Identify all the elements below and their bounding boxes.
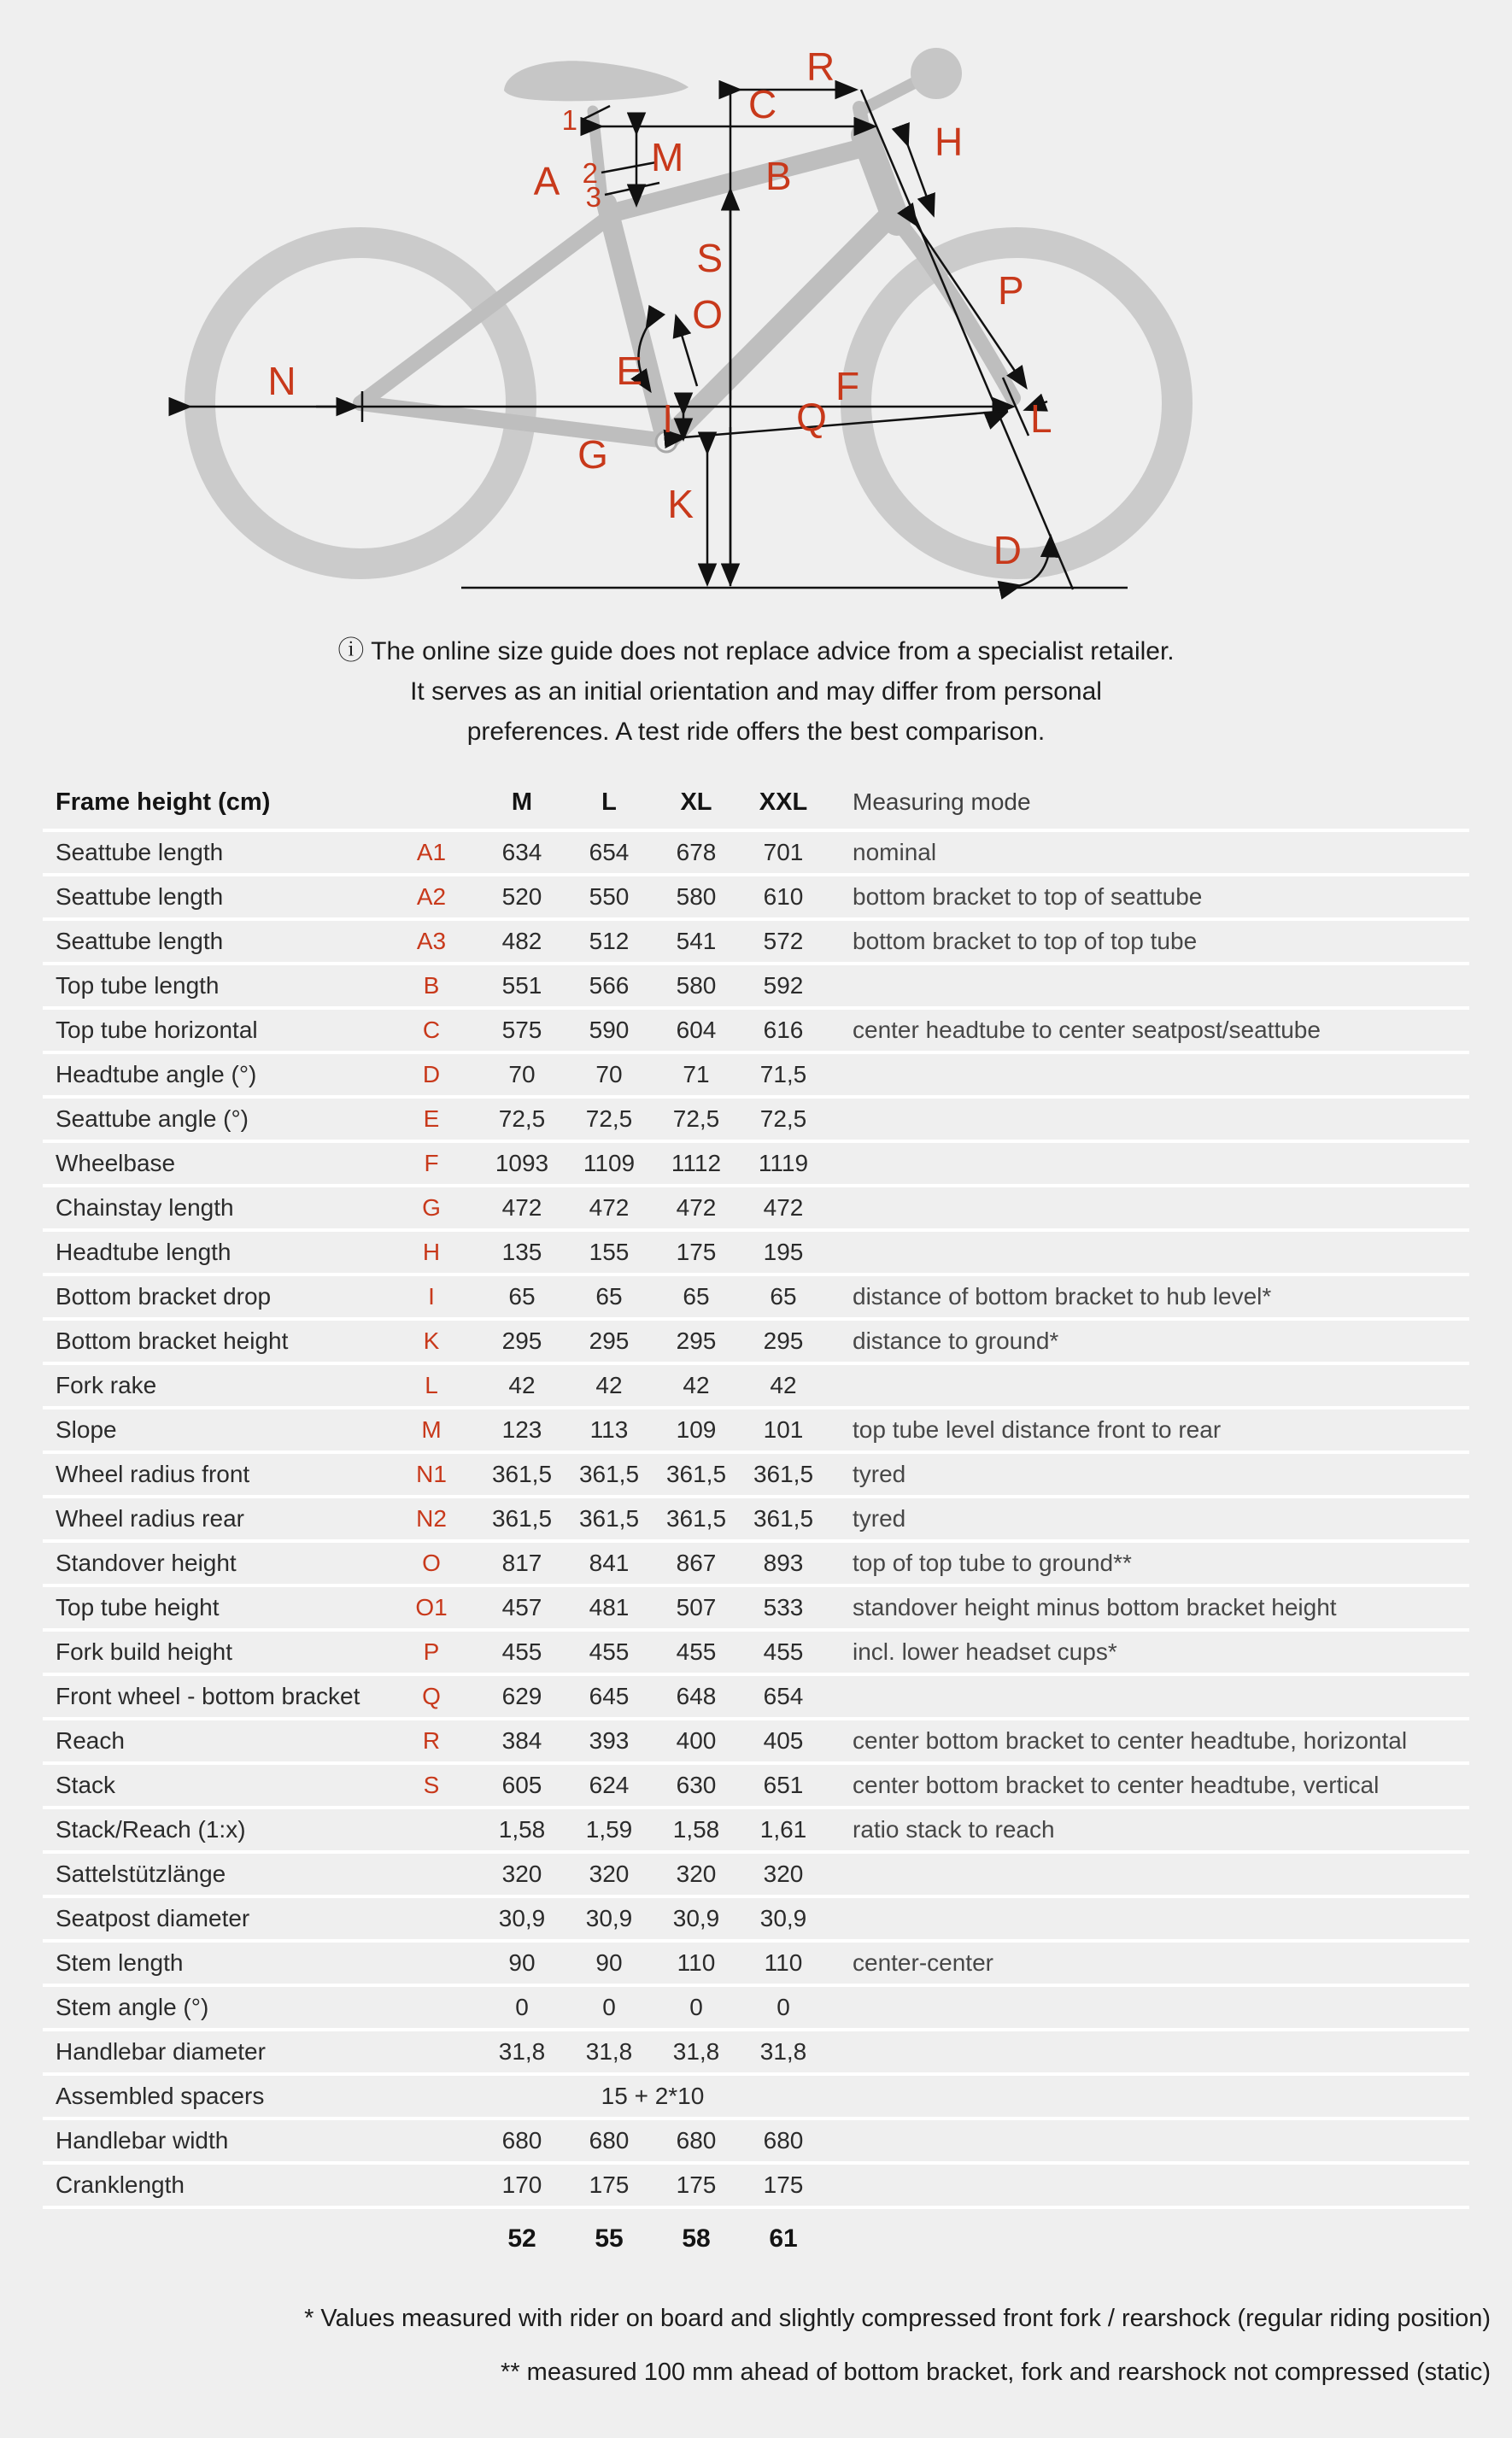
row-letter: A2 <box>416 883 447 910</box>
row-measuring-mode: top of top tube to ground** <box>853 1550 1132 1576</box>
row-label: Seatpost diameter <box>56 1905 250 1931</box>
table-row <box>43 1184 1469 1228</box>
row-value-xl: 109 <box>676 1416 717 1443</box>
row-value-xxl: 295 <box>763 1327 804 1354</box>
row-value-l: 42 <box>595 1372 623 1398</box>
row-value-xxl: 701 <box>763 839 804 865</box>
label-3: 3 <box>585 181 601 213</box>
table-row <box>43 917 1469 962</box>
row-value-m: 361,5 <box>491 1505 553 1532</box>
row-value-l: 72,5 <box>585 1105 633 1132</box>
notice-text: The online size guide does not replace advice from a specialist retailer. It serves as an initial orientation and may differ from personal preferences. A test ride offers the best comparison. <box>371 637 1175 746</box>
table-row <box>43 1984 1469 2028</box>
header-size-xxl: XXL <box>759 788 808 816</box>
row-value-l: 155 <box>589 1239 630 1265</box>
row-letter: M <box>421 1416 442 1443</box>
row-value-xxl: 680 <box>763 2127 804 2154</box>
row-label: Seattube length <box>56 839 224 865</box>
footnotes <box>0 2305 1491 2387</box>
label-M: M <box>651 135 684 179</box>
row-label: Reach <box>56 1727 125 1754</box>
table-row <box>43 1495 1469 1539</box>
table-row <box>43 1406 1469 1450</box>
row-value-xl: 1112 <box>671 1150 722 1176</box>
table-row <box>43 873 1469 917</box>
row-letter: H <box>422 1239 441 1265</box>
row-value-m: 1,58 <box>498 1816 546 1843</box>
row-value-l: 645 <box>589 1683 630 1709</box>
row-value-xl: 648 <box>676 1683 717 1709</box>
row-value-m: 551 <box>501 972 542 999</box>
diagram-labels <box>267 44 1052 572</box>
label-P: P <box>998 268 1024 313</box>
row-measuring-mode: incl. lower headset cups* <box>853 1638 1117 1665</box>
row-value-xxl: 71,5 <box>759 1061 807 1087</box>
row-label: Headtube angle (°) <box>56 1061 257 1087</box>
row-value-m: 0 <box>515 1994 529 2020</box>
table-row <box>43 1717 1469 1761</box>
row-value-l: 320 <box>589 1861 630 1887</box>
row-label: Handlebar width <box>56 2127 229 2154</box>
row-letter: K <box>423 1327 440 1354</box>
bike-geometry-diagram <box>0 0 1512 624</box>
row-value-xl: 175 <box>676 1239 717 1265</box>
row-value-l: 654 <box>589 839 630 865</box>
row-letter: B <box>423 972 440 999</box>
footnote-1: * Values measured with rider on board and slightly compressed front fork / rearshock (regular riding position) <box>304 2305 1491 2332</box>
row-label: Front wheel - bottom bracket <box>56 1683 360 1709</box>
label-E: E <box>616 349 642 393</box>
row-value-xxl: 101 <box>763 1416 804 1443</box>
row-value-m: 384 <box>501 1727 542 1754</box>
row-value-xxl: 893 <box>763 1550 804 1576</box>
header-size-xl: XL <box>680 788 712 816</box>
row-measuring-mode: center-center <box>853 1949 993 1976</box>
row-letter: E <box>423 1105 440 1132</box>
label-H: H <box>935 120 964 164</box>
row-value-xl: 507 <box>676 1594 717 1620</box>
row-value-xl: 0 <box>689 1994 703 2020</box>
row-label: Cranklength <box>56 2171 185 2198</box>
footer-size-m: 52 <box>507 2224 536 2253</box>
row-value-xl: 580 <box>676 972 717 999</box>
row-value-l: 841 <box>589 1550 630 1576</box>
label-L: L <box>1030 396 1052 441</box>
table-row <box>43 2072 1469 2117</box>
row-value-xl: 678 <box>676 839 717 865</box>
row-value-m: 634 <box>501 839 542 865</box>
row-value-xl: 175 <box>676 2171 717 2198</box>
row-label: Seattube angle (°) <box>56 1105 249 1132</box>
row-value-l: 1109 <box>583 1150 636 1176</box>
row-value-xl: 400 <box>676 1727 717 1754</box>
row-label: Standover height <box>56 1550 237 1576</box>
table-footer-row <box>43 2206 1469 2269</box>
table-row <box>43 1628 1469 1673</box>
row-value-xxl: 472 <box>763 1194 804 1221</box>
row-value-xl: 31,8 <box>672 2038 720 2065</box>
label-A: A <box>533 159 560 203</box>
row-label: Fork rake <box>56 1372 157 1398</box>
table-row <box>43 1051 1469 1095</box>
row-value-xxl: 30,9 <box>759 1905 807 1931</box>
row-value-l: 30,9 <box>585 1905 633 1931</box>
size-table-body <box>43 829 1469 2206</box>
row-value-xxl: 1119 <box>758 1150 809 1176</box>
row-value-m: 123 <box>501 1416 542 1443</box>
label-O: O <box>692 292 723 337</box>
row-value-xl: 1,58 <box>672 1816 720 1843</box>
row-letter: F <box>424 1150 439 1176</box>
table-row <box>43 962 1469 1006</box>
row-value-m: 320 <box>501 1861 542 1887</box>
row-value-m: 472 <box>501 1194 542 1221</box>
info-icon: ⓘ <box>337 636 365 665</box>
head-tube <box>864 135 897 222</box>
row-letter: O <box>422 1550 441 1576</box>
label-Q: Q <box>796 395 827 439</box>
row-value-m: 457 <box>501 1594 542 1620</box>
row-value-l: 472 <box>589 1194 630 1221</box>
row-letter: O1 <box>415 1594 448 1620</box>
row-value-xl: 472 <box>676 1194 717 1221</box>
row-measuring-mode: distance to ground* <box>853 1327 1059 1354</box>
row-label: Headtube length <box>56 1239 231 1265</box>
row-value-m: 90 <box>508 1949 536 1976</box>
row-value-m: 817 <box>501 1550 542 1576</box>
label-C: C <box>748 82 777 126</box>
table-row <box>43 1673 1469 1717</box>
row-value-m: 30,9 <box>498 1905 546 1931</box>
table-header-row <box>43 776 1469 829</box>
handlebar-grip <box>911 48 962 99</box>
row-value-xxl: 361,5 <box>753 1461 814 1487</box>
row-value-xxl: 651 <box>763 1772 804 1798</box>
row-value-m: 135 <box>501 1239 542 1265</box>
row-letter: P <box>423 1638 440 1665</box>
row-value-xl: 580 <box>676 883 717 910</box>
label-1: 1 <box>561 104 577 136</box>
row-value-xl: 604 <box>676 1017 717 1043</box>
table-row <box>43 1850 1469 1895</box>
row-value-l: 550 <box>589 883 630 910</box>
header-measuring-mode: Measuring mode <box>853 788 1031 815</box>
label-D: D <box>993 528 1022 572</box>
row-measuring-mode: distance of bottom bracket to hub level* <box>853 1283 1272 1310</box>
row-value-xxl: 361,5 <box>753 1505 814 1532</box>
row-value-m: 65 <box>508 1283 536 1310</box>
table-row <box>43 2161 1469 2206</box>
geometry-table <box>43 776 1469 2269</box>
row-label: Fork build height <box>56 1638 233 1665</box>
bike-geometry-svg <box>0 0 1512 624</box>
row-measuring-mode: center bottom bracket to center headtube, horizontal <box>853 1727 1408 1754</box>
row-value-xxl: 616 <box>763 1017 804 1043</box>
row-value-m: 42 <box>508 1372 536 1398</box>
row-value-xl: 455 <box>676 1638 717 1665</box>
row-value-l: 65 <box>595 1283 623 1310</box>
row-measuring-mode: center bottom bracket to center headtube, vertical <box>853 1772 1380 1798</box>
row-measuring-mode: ratio stack to reach <box>853 1816 1055 1843</box>
row-letter: N2 <box>416 1505 447 1532</box>
row-value-xxl: 405 <box>763 1727 804 1754</box>
row-label: Chainstay length <box>56 1194 234 1221</box>
row-value-m: 70 <box>508 1061 536 1087</box>
row-spanned-value: 15 + 2*10 <box>601 2083 705 2109</box>
table-row <box>43 1939 1469 1984</box>
row-value-xxl: 65 <box>770 1283 797 1310</box>
row-measuring-mode: tyred <box>853 1505 906 1532</box>
row-value-xxl: 31,8 <box>759 2038 807 2065</box>
row-value-l: 361,5 <box>578 1461 640 1487</box>
label-R: R <box>806 44 835 89</box>
row-value-xl: 867 <box>676 1550 717 1576</box>
row-value-l: 455 <box>589 1638 630 1665</box>
row-measuring-mode: center headtube to center seatpost/seattube <box>853 1017 1321 1043</box>
row-value-l: 175 <box>589 2171 630 2198</box>
row-value-xxl: 320 <box>763 1861 804 1887</box>
row-value-m: 295 <box>501 1327 542 1354</box>
row-value-m: 72,5 <box>498 1105 546 1132</box>
row-value-l: 1,59 <box>585 1816 633 1843</box>
row-value-l: 393 <box>589 1727 630 1754</box>
table-row <box>43 1761 1469 1806</box>
row-value-m: 170 <box>501 2171 542 2198</box>
row-value-m: 482 <box>501 928 542 954</box>
row-value-l: 481 <box>589 1594 630 1620</box>
row-value-xxl: 572 <box>763 928 804 954</box>
label-G: G <box>577 432 608 477</box>
row-letter: A1 <box>416 839 447 865</box>
table-row <box>43 1006 1469 1051</box>
row-label: Top tube height <box>56 1594 220 1620</box>
row-letter: N1 <box>416 1461 447 1487</box>
row-value-xl: 320 <box>676 1861 717 1887</box>
label-B: B <box>765 154 792 198</box>
row-value-xl: 361,5 <box>665 1461 727 1487</box>
row-value-l: 566 <box>589 972 630 999</box>
row-label: Wheelbase <box>56 1150 176 1176</box>
row-value-xl: 72,5 <box>672 1105 720 1132</box>
row-measuring-mode: nominal <box>853 839 937 865</box>
table-row <box>43 1228 1469 1273</box>
row-measuring-mode: bottom bracket to top of seattube <box>853 883 1203 910</box>
row-value-xl: 65 <box>683 1283 710 1310</box>
row-value-l: 70 <box>595 1061 623 1087</box>
row-label: Stack <box>56 1772 116 1798</box>
row-value-xxl: 610 <box>763 883 804 910</box>
table-row <box>43 1273 1469 1317</box>
row-label: Seattube length <box>56 883 224 910</box>
footer-size-xl: 58 <box>682 2224 711 2253</box>
row-label: Stack/Reach (1:x) <box>56 1816 246 1843</box>
seat-tube <box>607 203 666 441</box>
row-value-l: 361,5 <box>578 1505 640 1532</box>
row-value-m: 31,8 <box>498 2038 546 2065</box>
row-letter: G <box>422 1194 441 1221</box>
row-letter: R <box>422 1727 441 1754</box>
row-label: Top tube length <box>56 972 220 999</box>
row-value-m: 520 <box>501 883 542 910</box>
row-value-xxl: 533 <box>763 1594 804 1620</box>
row-value-l: 0 <box>602 1994 616 2020</box>
row-value-m: 455 <box>501 1638 542 1665</box>
row-value-xxl: 72,5 <box>759 1105 807 1132</box>
table-row <box>43 2028 1469 2072</box>
row-value-m: 605 <box>501 1772 542 1798</box>
row-value-xl: 295 <box>676 1327 717 1354</box>
row-value-xl: 680 <box>676 2127 717 2154</box>
table-row <box>43 1539 1469 1584</box>
row-measuring-mode: top tube level distance front to rear <box>853 1416 1222 1443</box>
row-value-l: 90 <box>595 1949 623 1976</box>
row-label: Sattelstützlänge <box>56 1861 226 1887</box>
row-label: Top tube horizontal <box>56 1017 258 1043</box>
row-measuring-mode: standover height minus bottom bracket height <box>853 1594 1337 1620</box>
row-value-xxl: 42 <box>770 1372 797 1398</box>
row-value-l: 680 <box>589 2127 630 2154</box>
row-value-l: 590 <box>589 1017 630 1043</box>
size-guide-notice <box>337 630 1175 752</box>
row-value-xl: 541 <box>676 928 717 954</box>
table-row <box>43 1095 1469 1140</box>
table-row <box>43 1317 1469 1362</box>
row-label: Seattube length <box>56 928 224 954</box>
row-label: Bottom bracket height <box>56 1327 289 1354</box>
table-row <box>43 1895 1469 1939</box>
label-F: F <box>835 364 860 408</box>
row-value-xxl: 592 <box>763 972 804 999</box>
saddle <box>504 61 689 101</box>
label-2: 2 <box>582 157 598 189</box>
label-I: I <box>662 396 673 441</box>
row-value-m: 1093 <box>495 1150 549 1176</box>
row-label: Assembled spacers <box>56 2083 265 2109</box>
top-tube <box>610 145 873 214</box>
table-row <box>43 1362 1469 1406</box>
row-value-xxl: 654 <box>763 1683 804 1709</box>
row-measuring-mode: tyred <box>853 1461 906 1487</box>
row-value-xl: 71 <box>683 1061 710 1087</box>
footnote-2: ** measured 100 mm ahead of bottom bracket, fork and rearshock not compressed (static) <box>501 2359 1491 2386</box>
row-letter: I <box>428 1283 435 1310</box>
table-row <box>43 1140 1469 1184</box>
table-row <box>43 829 1469 873</box>
row-letter: A3 <box>416 928 447 954</box>
table-row <box>43 1450 1469 1495</box>
row-value-xxl: 110 <box>764 1949 803 1976</box>
label-S: S <box>696 236 723 280</box>
row-value-m: 361,5 <box>491 1461 553 1487</box>
row-letter: Q <box>422 1683 441 1709</box>
label-N: N <box>267 359 296 403</box>
table-row <box>43 1806 1469 1850</box>
row-value-xl: 30,9 <box>672 1905 720 1931</box>
row-label: Wheel radius front <box>56 1461 250 1487</box>
row-measuring-mode: bottom bracket to top of top tube <box>853 928 1198 954</box>
row-value-m: 575 <box>501 1017 542 1043</box>
row-value-xxl: 195 <box>763 1239 804 1265</box>
row-value-l: 113 <box>589 1416 629 1443</box>
row-value-xxl: 455 <box>763 1638 804 1665</box>
row-label: Bottom bracket drop <box>56 1283 272 1310</box>
row-value-xxl: 175 <box>763 2171 804 2198</box>
row-value-m: 629 <box>501 1683 542 1709</box>
row-value-xxl: 1,61 <box>759 1816 807 1843</box>
footer-size-xxl: 61 <box>769 2224 798 2253</box>
row-value-xl: 630 <box>676 1772 717 1798</box>
row-label: Stem length <box>56 1949 184 1976</box>
row-label: Handlebar diameter <box>56 2038 266 2065</box>
table-row <box>43 1584 1469 1628</box>
row-value-l: 624 <box>589 1772 630 1798</box>
row-value-xl: 361,5 <box>665 1505 727 1532</box>
row-value-m: 680 <box>501 2127 542 2154</box>
row-letter: D <box>422 1061 441 1087</box>
row-value-l: 295 <box>589 1327 630 1354</box>
row-label: Slope <box>56 1416 117 1443</box>
row-label: Wheel radius rear <box>56 1505 244 1532</box>
header-size-l: L <box>601 788 617 816</box>
row-label: Stem angle (°) <box>56 1994 209 2020</box>
row-value-xxl: 0 <box>777 1994 790 2020</box>
label-K: K <box>667 482 694 526</box>
row-value-l: 512 <box>589 928 630 954</box>
row-value-l: 31,8 <box>585 2038 633 2065</box>
row-value-xl: 42 <box>683 1372 710 1398</box>
row-letter: S <box>423 1772 440 1798</box>
footer-size-l: 55 <box>595 2224 624 2253</box>
header-frame-height: Frame height (cm) <box>56 788 271 816</box>
header-size-m: M <box>511 788 533 816</box>
row-letter: L <box>425 1372 438 1398</box>
table-row <box>43 2117 1469 2161</box>
row-letter: C <box>422 1017 441 1043</box>
row-value-xl: 110 <box>677 1949 716 1976</box>
